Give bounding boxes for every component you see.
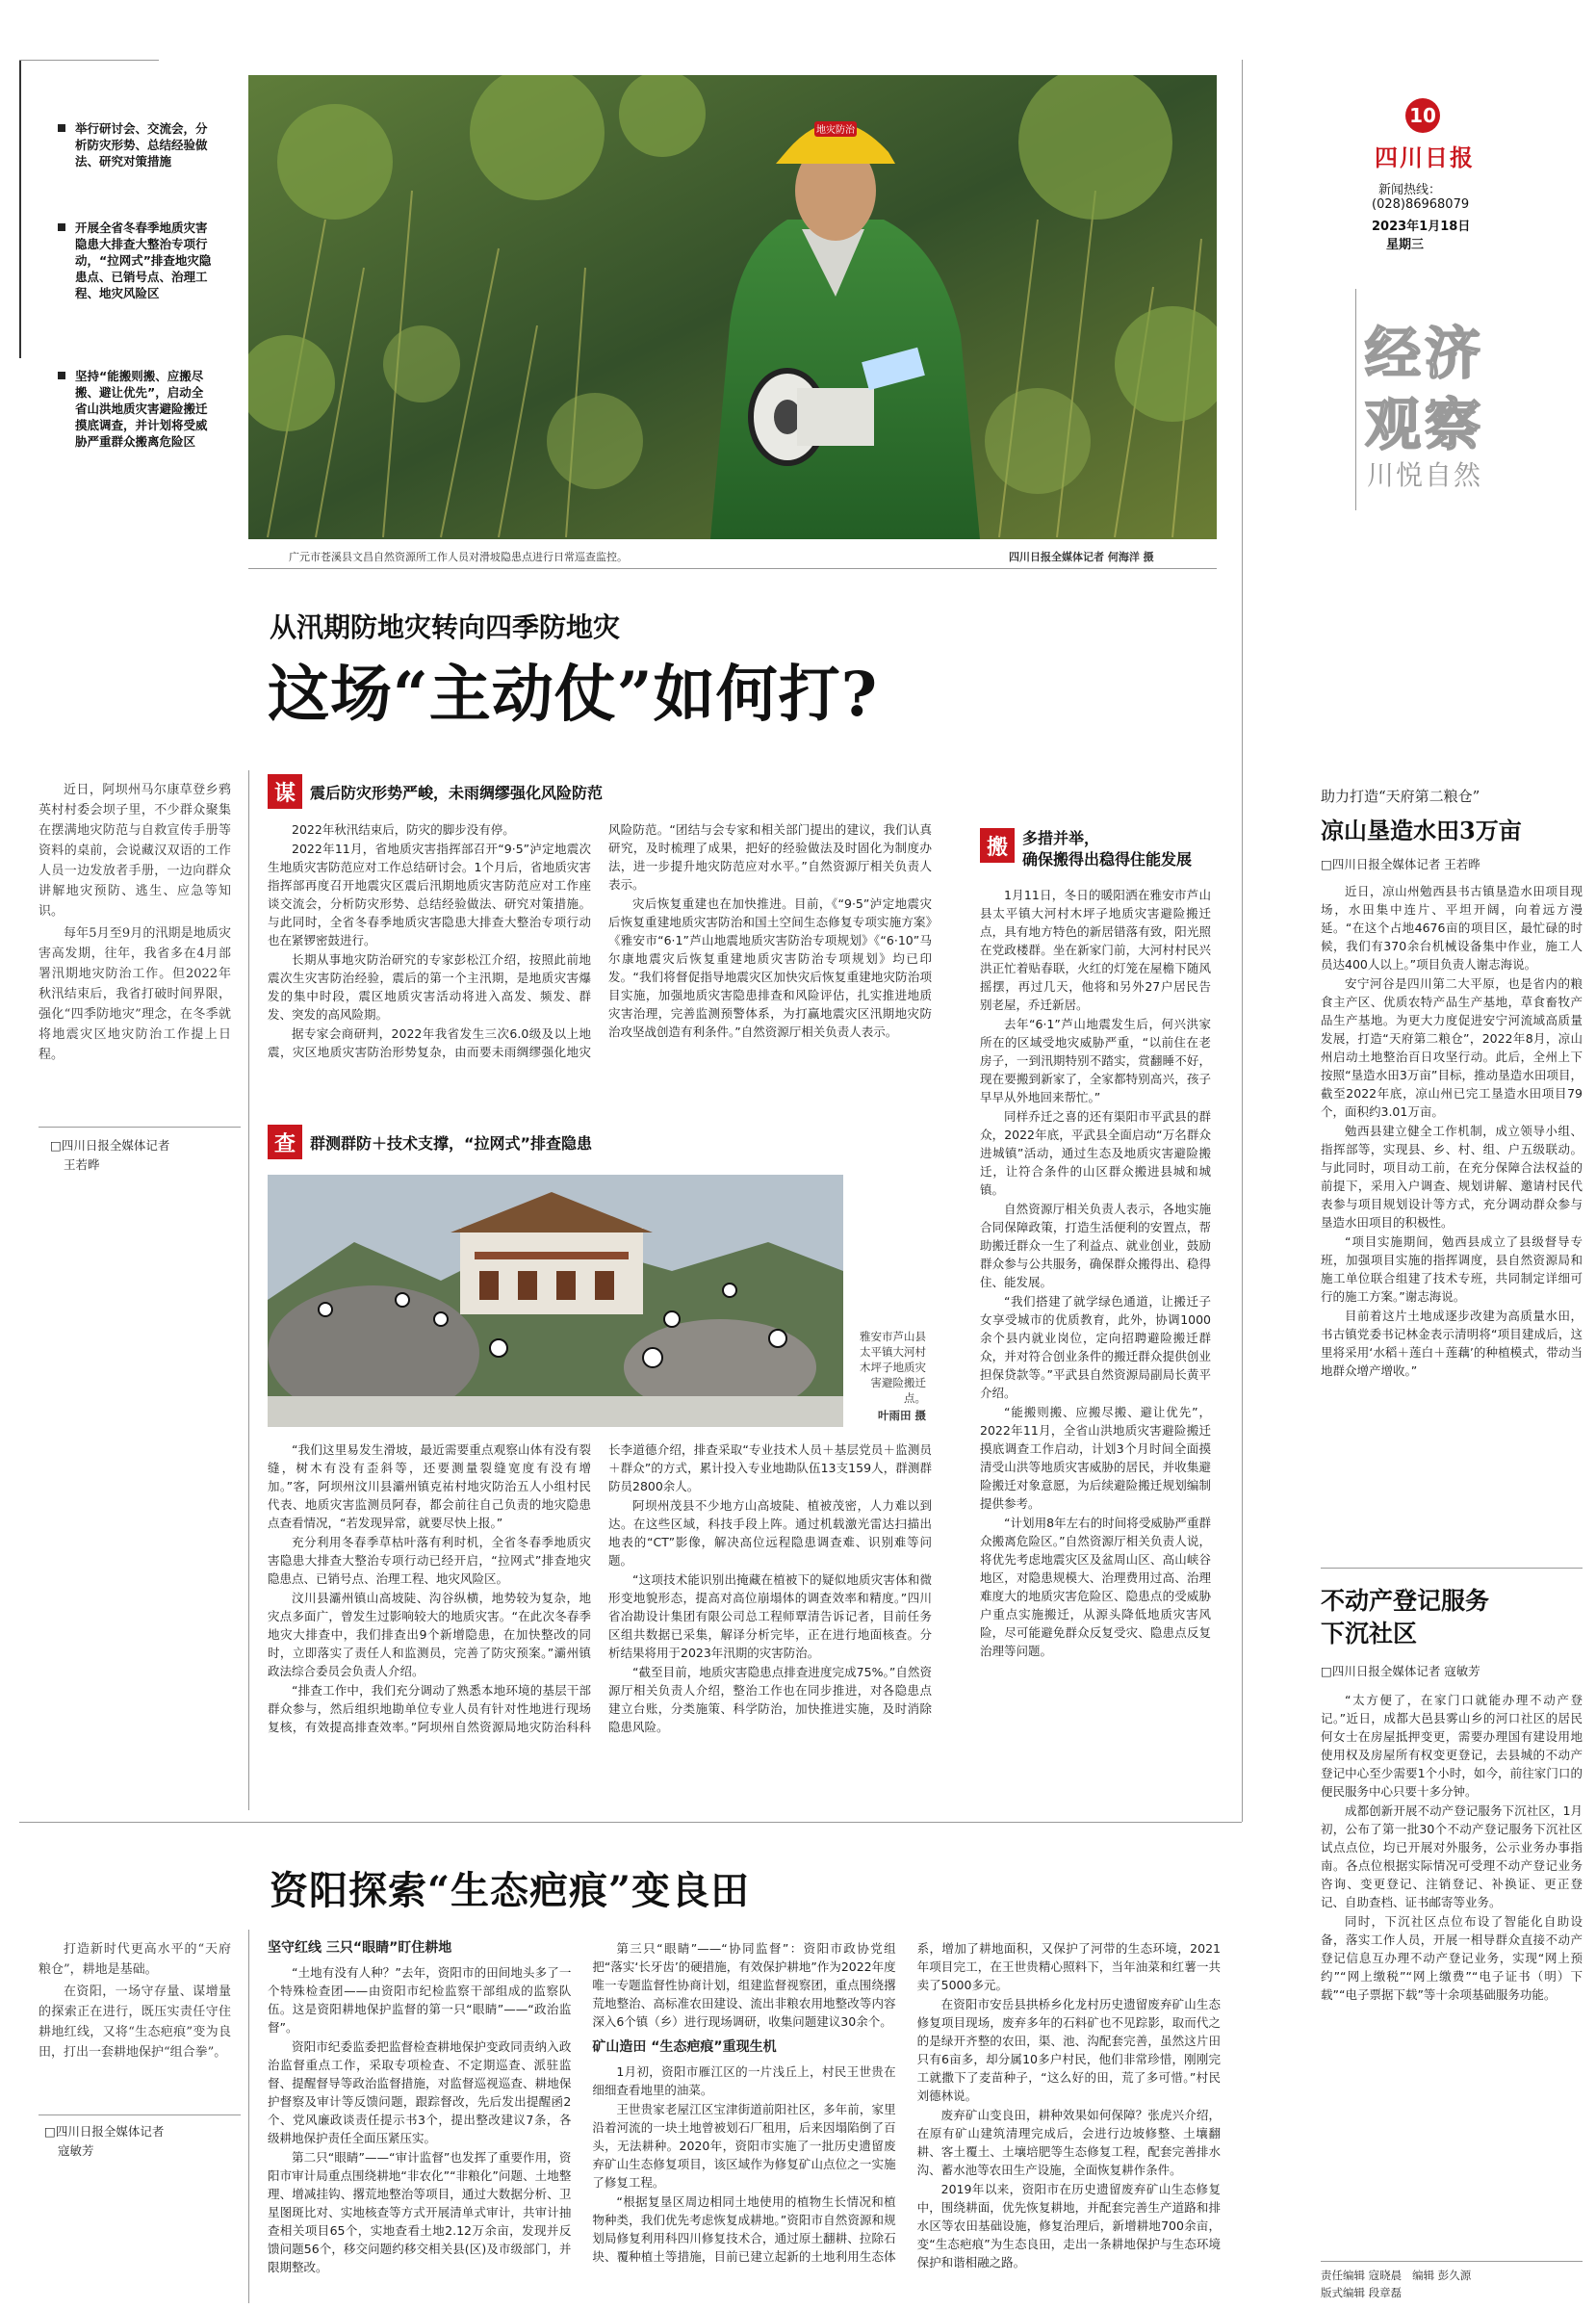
paragraph: 同时，下沉社区点位布设了智能化自助设备，落实工作人员，开展一相导群众直接不动产登记信息互办理不动产登记业务，实现“网上预约”“网上缴税”“网上缴费”“电子证书（明）下载”“电子票据下载”等十余项基础服务功能。 bbox=[1321, 1914, 1583, 2002]
right-article-1-byline: 四川日报全媒体记者 王若晔 bbox=[1331, 857, 1480, 871]
section-cha-header bbox=[268, 1125, 592, 1159]
byline-name: 寇敏芳 bbox=[58, 2143, 94, 2158]
bottom-intro-rule bbox=[248, 1930, 249, 2303]
hat-label: 地灾防治 bbox=[816, 125, 855, 136]
byline-prefix: 四川日报全媒体记者 bbox=[55, 2124, 165, 2139]
intro-divider bbox=[39, 1127, 241, 1128]
paragraph: 资阳市纪委监委把监督检查耕地保护变政同责纳入政治监督重点工作，采取专项检查、不定期巡查、派驻监督、提醒督导等政治监督措施，对监督巡视巡查、耕地保护督察及审计等反馈问题，跟踪督改，先后发出提醒函2个、党风廉政谈责任提示书3个，提出整改建议7条，各级耕地保护责任全面压紧压实。 bbox=[268, 2039, 572, 2145]
paragraph: 长期从事地灾防治研究的专家彭松江介绍，按照此前地震次生灾害防治经验，震后的第一个主汛期，是地质灾害爆发的集中时段，震区地质灾害活动将进入高发、频发、群发、突发的高风险期。 bbox=[268, 952, 591, 1022]
bottom-intro-paragraph: 打造新时代更高水平的“天府粮仓”，耕地是基础。 bbox=[39, 1942, 231, 1977]
section-mou-header bbox=[268, 774, 603, 809]
layout-editor-label: 版式编辑 bbox=[1321, 2286, 1365, 2299]
right-article-1-headline: 凉山垦造水田3万亩 bbox=[1321, 817, 1522, 844]
right-article-2-byline: 四川日报全媒体记者 寇敏芳 bbox=[1331, 1664, 1480, 1678]
editor-label-1: 责任编辑 bbox=[1321, 2269, 1365, 2282]
section-mou-tag: 谋 bbox=[268, 774, 302, 809]
byline-name: 王若晔 bbox=[64, 1157, 100, 1172]
paragraph: 同样乔迁之喜的还有渠阳市平武县的群众，2022年底，平武县全面启动“万名群众进城镇”活动，通过生态及地质灾害避险搬迁，让符合条件的山区群众搬进县城和城镇。 bbox=[980, 1109, 1211, 1197]
main-photo-illustration bbox=[248, 75, 1217, 539]
bottom-intro-divider bbox=[39, 2114, 241, 2115]
section-cha-title: 群测群防＋技术支撑，“拉网式”排查隐患 bbox=[310, 1133, 593, 1153]
bottom-intro-paragraph: 在资阳，一场守存量、谋增量的探索正在进行，既压实责任守住耕地红线，又将“生态疤痕”变为良田，打出一套耕地保护“组合拳”。 bbox=[39, 1985, 231, 2060]
right-article-2-headline-line2: 下沉社区 bbox=[1321, 1620, 1418, 1647]
lead-bottom-rule bbox=[19, 1822, 1242, 1823]
section-ban-header bbox=[980, 828, 1192, 870]
byline-prefix: 四川日报全媒体记者 bbox=[61, 1138, 170, 1153]
section-title bbox=[1365, 318, 1484, 460]
editor-credits bbox=[1321, 2267, 1583, 2301]
main-photo-caption: 广元市苍溪县文昌自然资源所工作人员对滑坡隐患点进行日常巡查监控。 bbox=[289, 551, 628, 563]
sub-photo-caption bbox=[849, 1329, 926, 1423]
byline-box-icon bbox=[1321, 1664, 1332, 1678]
paragraph: “土地有没有人种？”去年，资阳市的田间地头多了一个特殊检查团——由资阳市纪检监察干部组成的监察队伍。这是资阳耕地保护监督的第一只“眼睛”——“政治监督”。 bbox=[268, 1965, 572, 2035]
section-ban-tag: 搬 bbox=[980, 828, 1015, 863]
editor-name-1: 寇晓晨 bbox=[1368, 2269, 1403, 2282]
sidebar-bullet-2 bbox=[75, 220, 212, 301]
bottom-subhead-2: 矿山造田 “生态疤痕”重现生机 bbox=[592, 2039, 777, 2055]
bottom-intro bbox=[39, 1939, 231, 2063]
right-column-rule bbox=[1242, 60, 1243, 1822]
hotline-label: 新闻热线： bbox=[1378, 183, 1442, 197]
bottom-headline: 资阳探索“生态疤痕”变良田 bbox=[270, 1868, 751, 1913]
section-subtitle: 川悦自然 bbox=[1367, 459, 1483, 491]
issue-date: 2023年1月18日 bbox=[1372, 220, 1471, 234]
paragraph: 自然资源厅相关负责人表示，各地实施合同保障政策，打造生活便利的安置点，帮助搬迁群众一生了利益点、就业创业，鼓励群众参与公共服务，确保群众搬得出、稳得住、能发展。 bbox=[980, 1202, 1211, 1289]
lead-intro-paragraph: 近日，阿坝州马尔康草登乡鸦英村村委会坝子里，不少群众聚集在摆满地灾防范与自救宣传手册等资料的桌前，会说藏汉双语的工作人员一边发放者手册，一边向群众讲解地灾预防、逃生、应急等知识。 bbox=[39, 783, 231, 919]
header-rule bbox=[1355, 289, 1356, 510]
paragraph: 目前着这片土地成逐步改建为高质量水田，书古镇党委书记林金表示清明将“项目建成后，这里将采用‘水稻＋莲白＋莲藕’的种植模式，带动当地群众增产增收。” bbox=[1321, 1309, 1583, 1378]
intro-column-rule bbox=[248, 770, 249, 1810]
paragraph: 阿坝州茂县不少地方山高坡陡、植被茂密，人力难以到达。在这些区域，科技手段上阵。通过机载激光雷达扫描出地表的“CT”影像，解决高位远程隐患调查难、识别难等问题。 bbox=[608, 1498, 932, 1568]
paragraph: 勉西县建立健全工作机制，成立领导小组、指挥部等，实现县、乡、村、组、户五级联动。与此同时，项目动工前，在充分保障合法权益的前提下，采用入户调查、规划讲解、邀请村民代表参与项目规划设计等方式，充分调动群众参与垦造水田项目的积极性。 bbox=[1321, 1124, 1583, 1230]
section-mou-body bbox=[268, 820, 932, 1100]
lead-intro-byline bbox=[50, 1136, 243, 1175]
right-article-2-body bbox=[1321, 1691, 1583, 2288]
paragraph: 第三只“眼睛”——“协同监督”：资阳市政协党组把“落实‘长牙齿’的硬措施，有效保护耕地”作为2022年度唯一专题监督性协商计划，组建监督视察团，重点围绕撂荒地整治、高标准农田建设、流出非粮农用地整改等内容深入6个镇（乡）进行现场调研，收集问题建议30余个。 bbox=[592, 1941, 896, 2029]
lead-kicker: 从汛期防地灾转向四季防地灾 bbox=[270, 611, 621, 643]
paragraph: 1月11日，冬日的暖阳洒在雅安市芦山县太平镇大河村木坪子地质灾害避险搬迁点，具有地方特色的新居错落有致，阳光照在党政楼群。坐在新家门前，大河村村民兴洪正忙着贴春联，火红的灯笼在屋檐下随风摇摆，再过几天，他将和另外27户居民告别老屋，乔迁新居。 bbox=[980, 888, 1211, 1012]
sidebar-rule bbox=[19, 60, 21, 358]
sub-photo bbox=[268, 1175, 843, 1427]
brand-logo: 四川日报 bbox=[1375, 143, 1475, 171]
hotline-number: (028)86968079 bbox=[1372, 197, 1470, 212]
paragraph: “我们这里易发生滑坡，最近需要重点观察山体有没有裂缝，树木有没有歪斜等，还要测量裂缝宽度有没有增加。”客，阿坝州汶川县灞州镇克祐村地灾防治五人小组村民代表、地质灾害监测员阿春，都会前往自己负责的地灾隐患点查看情况，“若发现异常，就要尽快上报。” bbox=[268, 1442, 591, 1530]
section-cha-body bbox=[268, 1440, 932, 1806]
page-number: 10 bbox=[1409, 104, 1436, 127]
paragraph: “截至目前，地质灾害隐患点排查进度完成75%。”自然资源厅相关负责人介绍，整治工作也在同步推进，对各隐患点建立台账，分类施策、科学防治，加快推进实施，及时消除隐患风险。 bbox=[608, 1665, 932, 1734]
right-article-2 bbox=[1321, 1585, 1583, 2288]
byline-box-icon bbox=[1321, 857, 1332, 871]
paragraph: 2019年以来，资阳市在历史遗留废弃矿山生态修复中，围绕耕面，优先恢复耕地，并配套完善生产道路和排水区等农田基础设施，修复治理后，新增耕地700余亩，变“生态疤痕”为生态良田，走出一条耕地保护与生态环境保护和谐相融之路。 bbox=[916, 2182, 1221, 2270]
lead-intro bbox=[39, 780, 231, 1065]
paragraph: 灾后恢复重建也在加快推进。目前，《“9·5”泸定地震灾后恢复重建地质灾害防治和国土空间生态修复专项实施方案》《雅安市“6·1”芦山地震地质灾害防治专项规划》《“6·10”马尔康地震灾后恢复重建地质灾害防治专项规划》均已印发。“我们将督促指导地震灾区加快灾后恢复重建地灾防治项目实施，加强地质灾害隐患排查和风险评估，扎实推进地质灾害治理，完善监测预警体系，为打赢地震灾区汛期地灾防治攻坚战创造有利条件。”自然资源厅相关负责人表示。 bbox=[608, 896, 932, 1039]
section-mou-title: 震后防灾形势严峻，未雨绸缪强化风险防范 bbox=[310, 783, 604, 802]
paragraph: 安宁河谷是四川第二大平原，也是省内的粮食主产区、优质农特产品生产基地，草食畜牧产品生产基地。为更大力度促进安宁河流域高质量发展，打造“天府第二粮仓”，2022年8月，凉山州启动土地整治百日攻坚行动。此后，全州上下按照“垦造水田3万亩”目标，推动垦造水田项目，截至2022年底，凉山州已完工垦造水田项目79个，面积约3.01万亩。 bbox=[1321, 976, 1583, 1119]
right-article-1 bbox=[1321, 786, 1583, 1460]
sub-photo-credit: 叶雨田 摄 bbox=[877, 1409, 926, 1422]
paragraph: “太方便了，在家门口就能办理不动产登记。”近日，成都大邑县雾山乡的河口社区的居民何女士在房屋抵押变更，需要办理国有建设用地使用权及房屋所有权变更登记，去县城的不动产登记中心至少需要1个小时，如今，前往家门口的便民服务中心只要十多分钟。 bbox=[1321, 1693, 1583, 1799]
bottom-intro-byline bbox=[44, 2122, 246, 2161]
right-divider bbox=[1321, 1568, 1583, 1569]
section-title-line1: 经济 bbox=[1365, 321, 1485, 386]
editor-label-2: 编辑 bbox=[1412, 2269, 1435, 2282]
sidebar-bullet-text: 开展全省冬春季地质灾害隐患大排查大整治专项行动，“拉网式”排查地灾隐患点、已销号点、治理工程、地灾风险区 bbox=[75, 221, 212, 300]
paragraph: “能搬则搬、应搬尽搬、避让优先”，2022年11月，全省山洪地质灾害避险搬迁摸底调查工作启动，计划3个月时间全面摸清受山洪等地质灾害威胁的居民，并收集避险搬迁对象意愿，为后续避险搬迁规划编制提供参考。 bbox=[980, 1405, 1211, 1511]
paragraph: “排查工作中，我们充分调动了熟悉本地环境的基层干部群众参与，然后组织地勘单位专业人员有针对性地进行现场复核，有效提高排查效率。”阿坝州自然资源局地灾防治科科长李道德介绍，排查采取“专业技术人员＋基层党员＋监测员＋群众”的方式，累计投入专业地勘队伍13支159人，群测群防员2800余人。 bbox=[268, 1442, 932, 1734]
main-photo bbox=[248, 75, 1217, 539]
bullet-icon bbox=[58, 223, 65, 231]
paragraph: 充分利用冬春季草枯叶落有利时机，全省冬春季地质灾害隐患大排查大整治专项行动已经开启，“拉网式”排查地灾隐患点、已销号点、治理工程、地灾风险区。 bbox=[268, 1535, 591, 1586]
byline-box-icon bbox=[44, 2124, 56, 2139]
paragraph: 近日，凉山州勉西县书古镇垦造水田项目现场，水田集中连片、平坦开阔，向着远方漫延。“在这个占地4676亩的项目区，最忙碌的时候，我们有370余台机械设备集中作业，施工人员达400人以上。”项目负责人谢志海说。 bbox=[1321, 884, 1583, 972]
paragraph: “这项技术能识别出掩藏在植被下的疑似地质灾害体和微形变地貌形态，提高对高位崩塌体的调查效率和精度。”四川省冶勘设计集团有限公司总工程师覃清告诉记者，目前任务区组共数据已采集，解译分析完毕，正在进行地面核查。分析结果将用于2023年汛期的灾害防治。 bbox=[608, 1572, 932, 1660]
bullet-icon bbox=[58, 372, 65, 379]
bullet-icon bbox=[58, 124, 65, 132]
lead-intro-paragraph: 每年5月至9月的汛期是地质灾害高发期，往年，我省多在4月部署汛期地灾防治工作。但2022年秋汛结束后，我省打破时间界限，强化“四季防地灾”理念，在冬季就将地震灾区地灾防治工作提上日程。 bbox=[39, 926, 231, 1062]
paragraph: 第二只“眼睛”——“审计监督”也发挥了重要作用，资阳市审计局重点围绕耕地“非农化”“非粮化”问题、土地整理、增减挂钩、撂荒地整治等项目，通过大数据分析、卫星图斑比对、实地核查等方式开展清单式审计，共审计抽查相关项目65个，实地查看土地2.12万余亩，发现并反馈问题56个，移交问题约移交相关县(区)及市级部门，并限期整改。 bbox=[268, 2150, 572, 2274]
lead-headline: 这场“主动仗”如何打? bbox=[268, 659, 879, 731]
footer-rule bbox=[1321, 2261, 1583, 2262]
sidebar-bullet-1 bbox=[75, 120, 212, 169]
paragraph: 据专家会商研判，2022年我省发生三次6.0级及以上地震，灾区地质灾害防治形势复杂，由而要未雨绸缪强化地灾风险防范。“团结与会专家和相关部门提出的建议，我们认真研究，及时梳理了成果，把好的经验做法及时固化为制度办法，进一步提升地灾防范应对水平。”自然资源厅相关负责人表示。 bbox=[268, 822, 932, 1059]
paragraph: 2022年11月，省地质灾害指挥部召开“9·5”泸定地震次生地质灾害防范应对工作总结研讨会。1个月后，省地质灾害指挥部再度召开地震灾区震后汛期地质灾害防范应对工作座谈交流会，分析防灾形势、总结经验做法、研究对策措施。与此同时，全省冬春季地质灾害隐患大排查大整治专项行动也在紧锣密鼓进行。 bbox=[268, 842, 591, 947]
layout-editor-name: 段章磊 bbox=[1368, 2286, 1403, 2299]
paragraph: 成都创新开展不动产登记服务下沉社区，1月初，公布了第一批30个不动产登记服务下沉社区试点点位，均已开展对外服务，公示业务办事指南。各点位根据实际情况可受理不动产登记业务咨询、变更登记、注销登记、补换证、更正登记、自助查档、证书邮寄等业务。 bbox=[1321, 1803, 1583, 1909]
sidebar-bullet-text: 坚持“能搬则搬、应搬尽搬、避让优先”，启动全省山洪地质灾害避险搬迁摸底调查，并计划将受威胁严重群众搬离危险区 bbox=[75, 369, 208, 449]
paragraph: “根据复垦区周边相同土地使用的植物生长情况和植物种类，我们优先考虑恢复成耕地。”资阳市自然资源和规划局修复利用科四川修复技术合，通过原土翻耕、拉除石块、覆种植土等措施，目前已建立起新的土地利用生态体系，增加了耕地面积，又保护了河带的生态环境，2021年项目完工，在王世贵精心照料下，当年油菜和红薯一共卖了5000多元。 bbox=[592, 1941, 1221, 2264]
right-article-1-body bbox=[1321, 882, 1583, 1460]
paragraph: 2022年秋汛结束后，防灾的脚步没有停。 bbox=[292, 822, 515, 837]
section-title-line2: 观察 bbox=[1365, 392, 1485, 457]
bottom-body bbox=[268, 1939, 1221, 2305]
right-article-1-kicker: 助力打造“天府第二粮仓” bbox=[1321, 788, 1480, 805]
paragraph: “我们搭建了就学绿色通道，让搬迁子女享受城市的优质教育，此外，协调1000余个县内就业岗位，定向招聘避险搬迁群众，并对符合创业条件的搬迁群众提供创业担保贷款等。”平武县自然资源局副局长黄平介绍。 bbox=[980, 1294, 1211, 1400]
editor-name-2: 彭久源 bbox=[1437, 2269, 1472, 2282]
paragraph: “计划用8年左右的时间将受威胁严重群众搬离危险区。”自然资源厅相关负责人说，将优先考虑地震灾区及盆周山区、高山峡谷地区，对隐患规模大、治理费用过高、治理难度大的地质灾害危险区、隐患点的受威胁户重点实施搬迁，从源头降低地质灾害风险，尽可能避免群众反复受灾、隐患点反复治理等问题。 bbox=[980, 1516, 1211, 1658]
sub-photo-caption-text: 雅安市芦山县太平镇大河村木坪子地质灾害避险搬迁点。 bbox=[860, 1330, 926, 1405]
bottom-subhead-1: 坚守红线 三只“眼睛”盯住耕地 bbox=[268, 1940, 452, 1956]
paragraph: 王世贵家老屋江区宝津街道前阳社区，多年前，家里沿着河流的一块土地曾被划石厂租用，后来因塌陷倒了百头，无法耕种。2020年，资阳市实施了一批历史遗留废弃矿山生态修复项目，该区域作为修复矿山点位之一实施了修复工程。 bbox=[592, 2102, 896, 2190]
sidebar-bullet-text: 举行研讨会、交流会，分析防灾形势、总结经验做法、研究对策措施 bbox=[75, 121, 208, 169]
paragraph: 1月初，资阳市雁江区的一片浅丘上，村民王世贵在细细查看地里的油菜。 bbox=[592, 2064, 896, 2097]
section-ban-title-line1: 多措并举， bbox=[1022, 829, 1100, 847]
sidebar-top-rule bbox=[19, 60, 159, 61]
section-ban-body bbox=[980, 886, 1211, 1810]
paragraph: 在资阳市安岳县拱桥乡化龙村历史遗留废弃矿山生态修复项目现场，废弃多年的石料矿也不见踪影，取而代之的是绿开齐整的农田，渠、池、沟配套完善，虽然这片田只有6亩多，却分属10多户村民，他们非常珍惜，刚刚完工就撒下了麦苗种子，“这么好的田，荒了多可惜。”村民刘德林说。 bbox=[916, 1997, 1221, 2103]
paragraph: “项目实施期间，勉西县成立了县级督导专班，加强项目实施的指挥调度，县自然资源局和施工单位联合组建了技术专班，共同制定详细可行的施工方案。”谢志海说。 bbox=[1321, 1234, 1583, 1304]
right-article-2-headline-line1: 不动产登记服务 bbox=[1321, 1587, 1490, 1615]
paragraph: 废弃矿山变良田，耕种效果如何保障？张虎兴介绍，在原有矿山建筑清理完成后，会进行边坡修整、土壤翻耕、客土覆土、土壤培肥等生态修复工程，配套完善排水沟、蓄水池等农田生产设施，全面恢复耕作条件。 bbox=[916, 2108, 1221, 2177]
issue-weekday: 星期三 bbox=[1386, 238, 1425, 252]
byline-box-icon bbox=[50, 1138, 62, 1153]
sub-photo-illustration bbox=[268, 1175, 843, 1427]
section-ban-title-line2: 确保搬得出稳得住能发展 bbox=[1022, 850, 1193, 869]
paragraph: 去年“6·1”芦山地震发生后，何兴洪家所在的区域受地灾威胁严重，“以前住在老房子，一到汛期特别不踏实，赏翻睡不好，现在要搬到新家了，全家都特别高兴，孩子早早从外地回来帮忙。” bbox=[980, 1017, 1211, 1104]
main-photo-credit: 四川日报全媒体记者 何海洋 摄 bbox=[1009, 551, 1154, 563]
section-cha-tag: 查 bbox=[268, 1125, 302, 1159]
photo-caption-rule bbox=[248, 568, 1217, 569]
sidebar-bullet-3 bbox=[75, 368, 212, 450]
page-number-badge bbox=[1405, 98, 1440, 133]
paragraph: 汶川县灞州镇山高坡陡、沟谷纵横，地势较为复杂，地灾点多面广，曾发生过影响较大的地质灾害。“在此次冬春季地灾大排查中，我们排查出9个新增隐患，在加快整改的同时，立即落实了责任人和监测员，完善了防灾预案。”灞州镇政法综合委员会负责人介绍。 bbox=[268, 1591, 591, 1678]
